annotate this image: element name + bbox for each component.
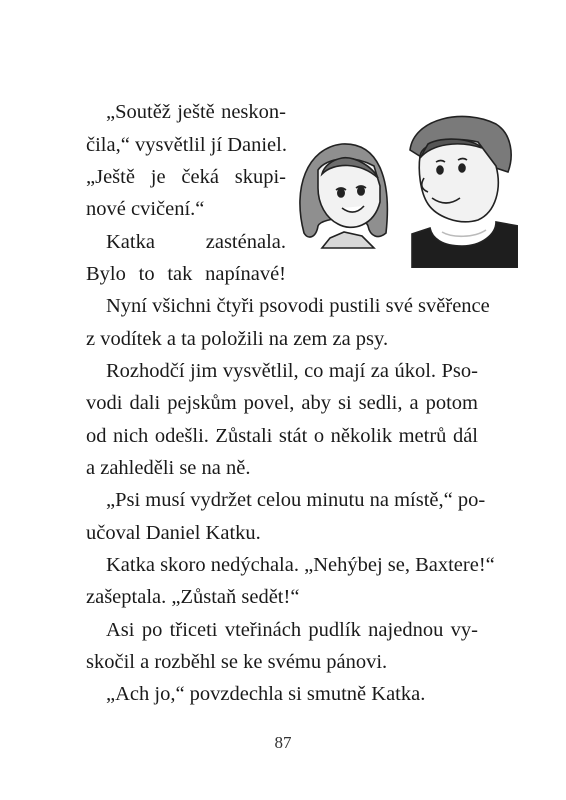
illustration-girl-and-boy	[282, 108, 518, 268]
text-line: nové cvičení.“	[86, 198, 205, 220]
text-line: Katka zasténala.	[106, 231, 286, 253]
text-line: Asi po třiceti vteřinách pudlík najednou vy-	[106, 619, 478, 641]
text-line: „Soutěž ještě neskon-	[106, 101, 286, 123]
text-line: od nich odešli. Zůstali stát o několik metrů dál	[86, 425, 478, 447]
girl-figure	[300, 144, 387, 248]
text-line: z vodítek a ta položili na zem za psy.	[86, 328, 389, 350]
text-line: skočil a rozběhl se ke svému pánovi.	[86, 651, 388, 673]
text-line: zašeptala. „Zůstaň sedět!“	[86, 586, 300, 608]
text-line: čila,“ vysvětlil jí Daniel.	[86, 134, 287, 156]
text-line: Rozhodčí jim vysvětlil, co mají za úkol. Pso-	[106, 360, 478, 382]
text-line: Nyní všichni čtyři psovodi pustili své svěřence	[106, 295, 490, 317]
text-line: „Psi musí vydržet celou minutu na místě,“ po-	[106, 489, 486, 511]
page-number: 87	[274, 733, 292, 752]
boy-figure	[410, 116, 518, 268]
text-line: a zahleděli se na ně.	[86, 457, 251, 479]
text-line: učoval Daniel Katku.	[86, 522, 261, 544]
text-line: vodi dali pejskům povel, aby si sedli, a potom	[86, 392, 478, 414]
text-line: „Ach jo,“ povzdechla si smutně Katka.	[106, 683, 426, 705]
text-line: Bylo to tak napínavé!	[86, 263, 286, 285]
text-line: Katka skoro nedýchala. „Nehýbej se, Baxtere!“	[106, 554, 495, 576]
text-line: „Ještě je čeká skupi-	[86, 166, 286, 188]
